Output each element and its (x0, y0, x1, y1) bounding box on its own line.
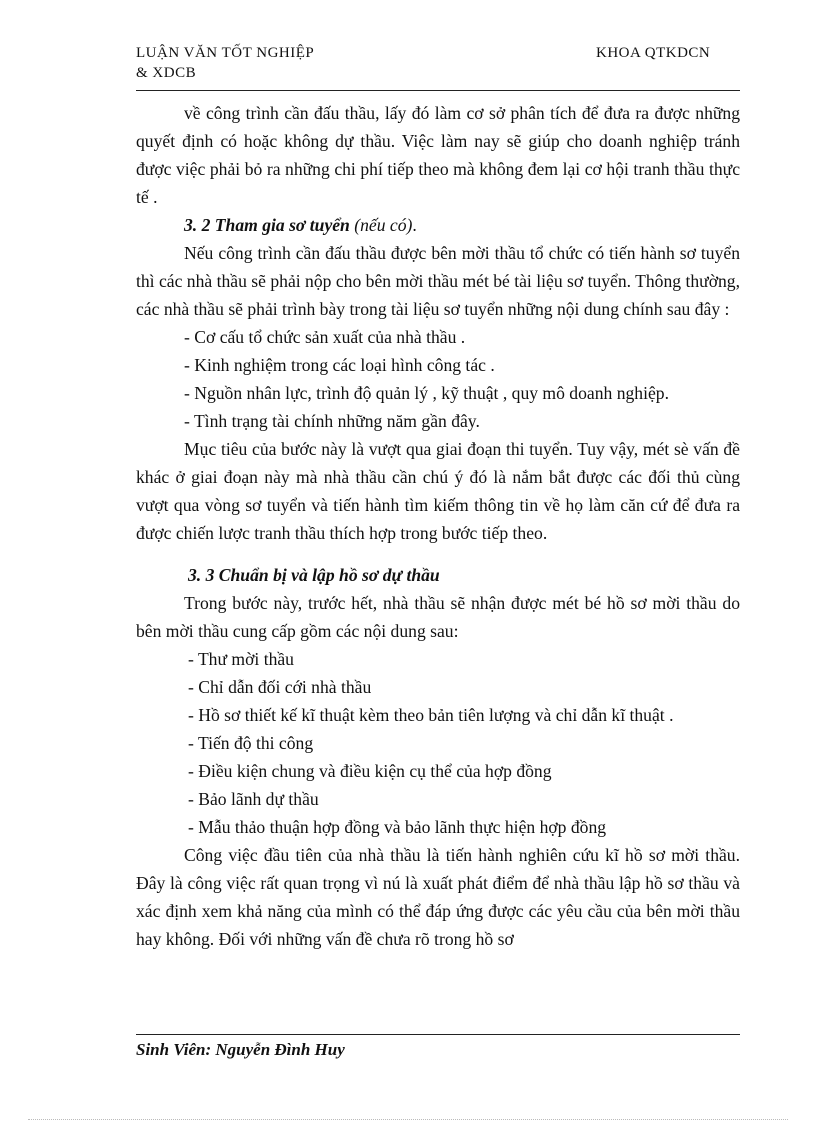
section-heading-3-2 (136, 211, 740, 239)
header-department: & XDCB (136, 65, 197, 81)
section-note-3-2: (nếu có) (354, 215, 413, 235)
paragraph-1: về công trình cần đấu thầu, lấy đó làm cơ sở phân tích để đưa ra được những quyết định có hoặc không dự thầu. Việc làm nay sẽ giúp cho doanh nghiệp tránh được việc phải bỏ ra những chi phí tiếp theo mà không đem lại cơ hội tranh thầu thực tế . (136, 103, 740, 207)
list-item: - Điều kiện chung và điều kiện cụ thể của hợp đồng (188, 761, 552, 781)
footer-divider (136, 1034, 740, 1035)
list-item: - Nguồn nhân lực, trình độ quản lý , kỹ thuật , quy mô doanh nghiệp. (184, 383, 669, 403)
paragraph-5: Công việc đầu tiên của nhà thầu là tiến hành nghiên cứu kĩ hồ sơ mời thầu. Đây là công việc rất quan trọng vì nú là xuất phát điểm để nhà thầu lập hồ sơ thầu và xác định xem khả năng của mình có thể đáp ứng được các yêu cầu của bên mời thầu hay không. Đối với những vấn đề chưa rõ trong hồ sơ (136, 845, 740, 949)
page-bottom-border (28, 1119, 788, 1120)
requirement-list (136, 323, 740, 435)
section-heading-3-3: 3. 3 Chuẩn bị và lập hồ sơ dự thầu (188, 565, 440, 585)
list-item: - Tiến độ thi công (188, 733, 314, 753)
section-title-3-2: 3. 2 Tham gia sơ tuyển (184, 215, 350, 235)
list-item: - Bảo lãnh dự thầu (188, 789, 319, 809)
paragraph-4: Trong bước này, trước hết, nhà thầu sẽ nhận được mét bé hồ sơ mời thầu do bên mời thầu cung cấp gồm các nội dung sau: (136, 593, 740, 641)
list-item: - Hồ sơ thiết kế kĩ thuật kèm theo bản tiên lượng và chỉ dẫn kĩ thuật . (188, 705, 674, 725)
list-item: - Mẫu thảo thuận hợp đồng và bảo lãnh thực hiện hợp đồng (188, 817, 607, 837)
header-divider (136, 90, 740, 91)
header-thesis-title: LUẬN VĂN TỐT NGHIỆP (136, 45, 315, 61)
document-list (136, 645, 740, 841)
section-end-3-2: . (412, 215, 417, 235)
footer-student-name: Sinh Viên: Nguyễn Đình Huy (136, 1040, 345, 1059)
header-faculty: KHOA QTKDCN (596, 45, 711, 61)
paragraph-3: Mục tiêu của bước này là vượt qua giai đoạn thi tuyển. Tuy vậy, mét sè vấn đề khác ở giai đoạn này mà nhà thầu cần chú ý đó là nắm bắt được các đối thủ cùng vượt qua vòng sơ tuyển và tiến hành tìm kiếm thông tin về họ làm căn cứ để đưa ra được chiến lược tranh thầu thích hợp trong bước tiếp theo. (136, 439, 740, 543)
list-item: - Thư mời thầu (188, 649, 294, 669)
document-body (136, 99, 740, 953)
paragraph-2: Nếu công trình cần đấu thầu được bên mời thầu tổ chức có tiến hành sơ tuyển thì các nhà thầu sẽ phải nộp cho bên mời thầu mét bé tài liệu sơ tuyển. Thông thường, các nhà thầu sẽ phải trình bày trong tài liệu sơ tuyển những nội dung chính sau đây : (136, 243, 740, 319)
list-item: - Cơ cấu tổ chức sản xuất của nhà thầu . (184, 327, 466, 347)
list-item: - Chỉ dẫn đối cới nhà thầu (188, 677, 372, 697)
list-item: - Kinh nghiệm trong các loại hình công tác . (184, 355, 495, 375)
list-item: - Tình trạng tài chính những năm gần đây. (184, 411, 480, 431)
